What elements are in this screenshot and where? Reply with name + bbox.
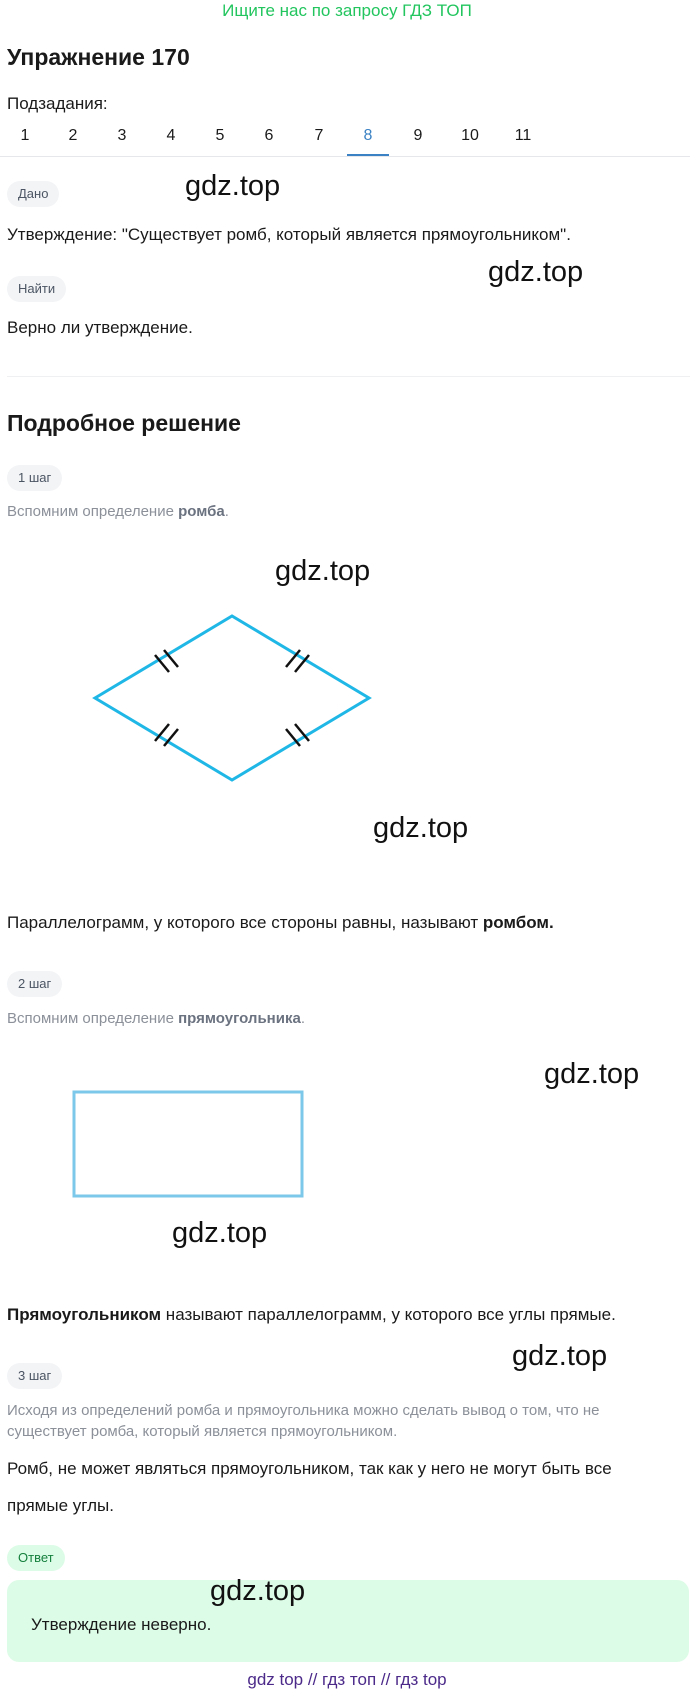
given-text: Утверждение: "Существует ромб, который является прямоугольником". <box>7 225 571 244</box>
footer-link-gdz-top-cyr[interactable]: гдз топ <box>322 1670 377 1689</box>
rectangle-shape <box>74 1092 302 1196</box>
footer-link-gdz-top-mixed[interactable]: гдз top <box>395 1670 447 1689</box>
watermark: gdz.top <box>275 555 371 587</box>
watermark: gdz.top <box>544 1058 640 1090</box>
answer-text: Утверждение неверно. <box>31 1615 212 1634</box>
step-2-badge: 2 шаг <box>7 971 62 997</box>
find-badge: Найти <box>7 276 66 302</box>
step-1-intro: Вспомним определение ромба. <box>7 503 229 520</box>
divider <box>7 376 690 377</box>
rectangle-figure <box>70 1088 310 1200</box>
step-3-badge: 3 шаг <box>7 1363 62 1389</box>
answer-badge: Ответ <box>7 1545 65 1571</box>
rhombus-figure <box>80 600 380 800</box>
step-2-intro: Вспомним определение прямоугольника. <box>7 1010 305 1027</box>
tab-2[interactable]: 2 <box>68 127 78 144</box>
watermark: gdz.top <box>185 170 281 202</box>
find-text: Верно ли утверждение. <box>7 318 193 337</box>
rhombus-shape <box>95 616 369 780</box>
page-title: Упражнение 170 <box>7 44 190 70</box>
step-3-text-line1: Ромб, не может являться прямоугольником, так как у него не могут быть все <box>7 1459 612 1478</box>
tab-11[interactable]: 11 <box>514 127 532 144</box>
tab-9[interactable]: 9 <box>413 127 423 144</box>
footer-separator: // <box>307 1670 318 1689</box>
step-1-badge: 1 шаг <box>7 465 62 491</box>
step-3-conclusion-line1: Исходя из определений ромба и прямоугольника можно сделать вывод о том, что не <box>7 1402 600 1419</box>
watermark: gdz.top <box>373 812 469 844</box>
footer-links <box>0 1670 694 1690</box>
subtask-tabs <box>0 118 690 157</box>
footer-separator: // <box>380 1670 391 1689</box>
watermark: gdz.top <box>210 1575 306 1607</box>
subtasks-label: Подзадания: <box>7 94 108 113</box>
tab-10[interactable]: 10 <box>461 127 479 144</box>
step-3-conclusion-line2: существует ромба, который является прямоугольником. <box>7 1423 398 1440</box>
top-banner: Ищите нас по запросу ГДЗ ТОП <box>222 1 472 20</box>
equal-side-marks <box>155 650 309 746</box>
tab-5[interactable]: 5 <box>215 127 225 144</box>
step-1-definition: Параллелограмм, у которого все стороны равны, называют ромбом. <box>7 913 554 932</box>
step-3-text-line2: прямые углы. <box>7 1496 114 1515</box>
tab-8[interactable]: 8 <box>347 118 389 156</box>
tab-1[interactable]: 1 <box>20 127 30 144</box>
footer-link-gdz-top[interactable]: gdz top <box>247 1670 304 1689</box>
watermark: gdz.top <box>172 1217 268 1249</box>
tab-7[interactable]: 7 <box>314 127 324 144</box>
tab-6[interactable]: 6 <box>264 127 274 144</box>
tab-4[interactable]: 4 <box>166 127 176 144</box>
tab-3[interactable]: 3 <box>117 127 127 144</box>
watermark: gdz.top <box>512 1340 608 1372</box>
watermark: gdz.top <box>488 256 584 288</box>
step-2-definition: Прямоугольником называют параллелограмм, у которого все углы прямые. <box>7 1305 616 1324</box>
given-badge: Дано <box>7 181 59 207</box>
solution-title: Подробное решение <box>7 410 241 436</box>
